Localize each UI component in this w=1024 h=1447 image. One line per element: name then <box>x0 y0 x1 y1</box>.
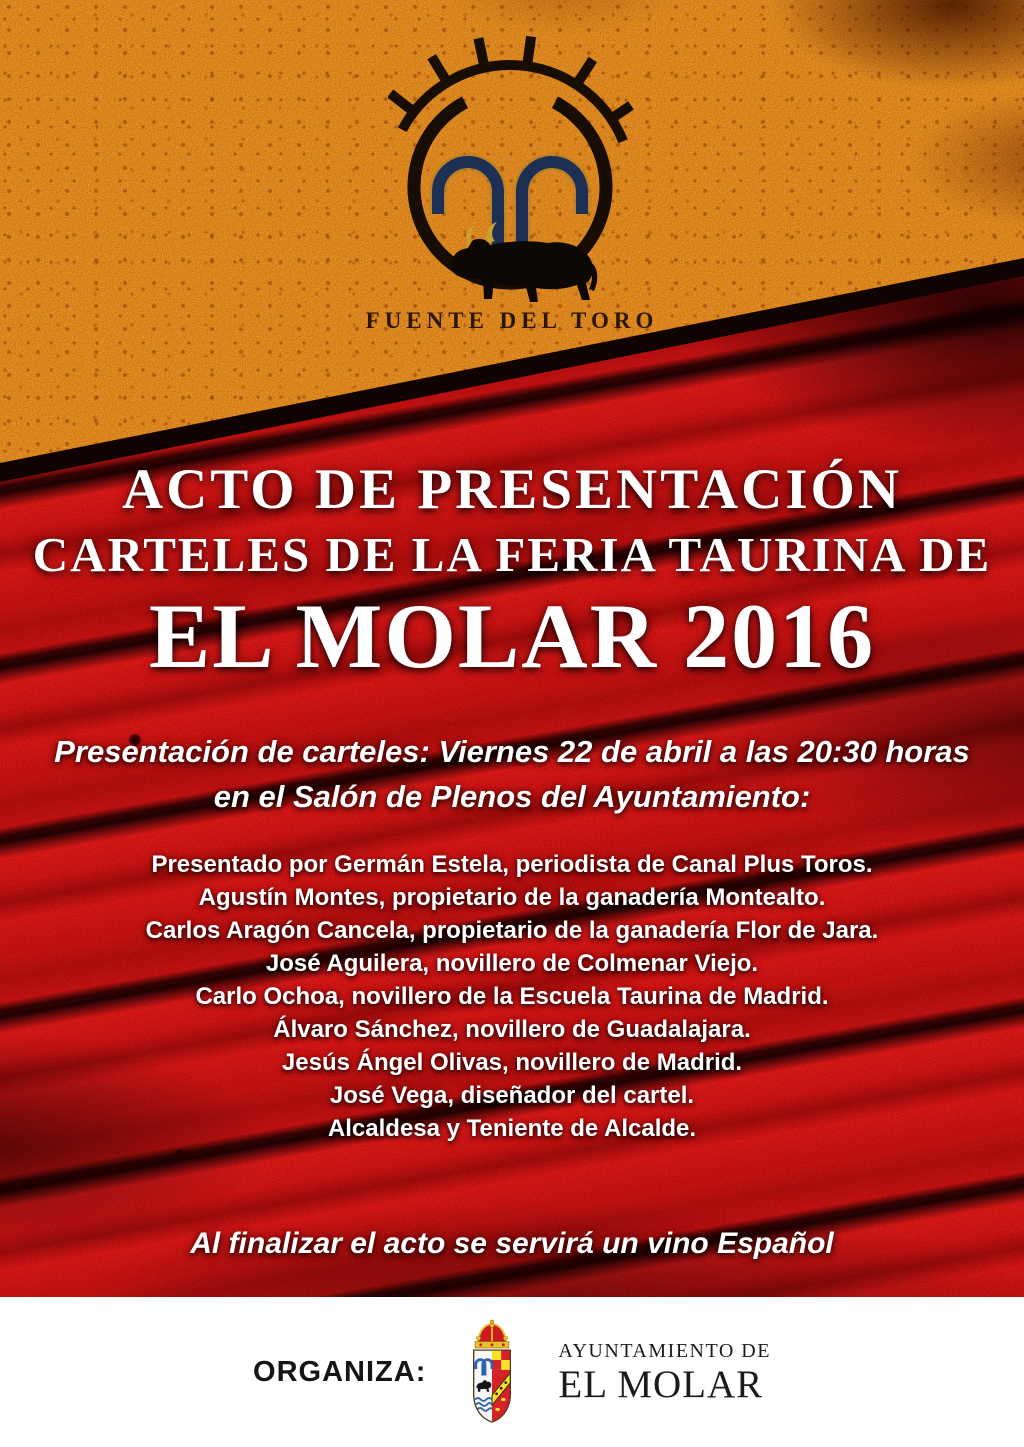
attendee-line: José Vega, diseñador del cartel. <box>329 1082 695 1109</box>
fuente-del-toro-logo <box>342 32 682 334</box>
attendee-list <box>0 848 1024 1145</box>
logo-wordmark: FUENTE DEL TORO <box>365 308 659 333</box>
organizer-footer <box>0 1297 1024 1447</box>
attendee-line: Presentado por Germán Estela, periodista de Canal Plus Toros. <box>151 851 873 878</box>
attendee-line: Álvaro Sánchez, novillero de Guadalajara. <box>273 1016 751 1043</box>
event-datetime <box>0 729 1024 819</box>
event-venue-line2: en el Salón de Plenos del Ayuntamiento: <box>213 779 811 814</box>
closing-note: Al finalizar el acto se servirá un vino Español <box>190 1227 834 1260</box>
poster-title <box>0 458 1024 687</box>
title-line1: ACTO DE PRESENTACIÓN <box>121 458 902 521</box>
attendee-line: Jesús Ángel Olivas, novillero de Madrid. <box>281 1049 743 1076</box>
organiza-label: ORGANIZA: <box>253 1355 427 1388</box>
title-line3: EL MOLAR 2016 <box>148 585 876 687</box>
attendee-line: Carlo Ochoa, novillero de la Escuela Taurina de Madrid. <box>195 983 829 1010</box>
bull-fountain-icon <box>388 32 636 304</box>
organizer-name <box>558 1341 771 1404</box>
attendee-line: Alcaldesa y Teniente de Alcalde. <box>327 1115 697 1142</box>
attendee-line: Carlos Aragón Cancela, propietario de la ganadería Flor de Jara. <box>145 917 879 944</box>
el-molar-coat-of-arms-icon <box>468 1319 516 1425</box>
title-line2: CARTELES DE LA FERIA TAURINA DE <box>32 527 992 582</box>
event-datetime-line1: Presentación de carteles: Viernes 22 de abril a las 20:30 horas <box>54 734 970 769</box>
attendee-line: José Aguilera, novillero de Colmenar Viejo. <box>265 950 759 977</box>
attendee-line: Agustín Montes, propietario de la ganadería Montealto. <box>198 884 826 911</box>
organizer-name-line2: EL MOLAR <box>558 1362 764 1406</box>
organizer-name-line1: AYUNTAMIENTO DE <box>558 1339 771 1362</box>
